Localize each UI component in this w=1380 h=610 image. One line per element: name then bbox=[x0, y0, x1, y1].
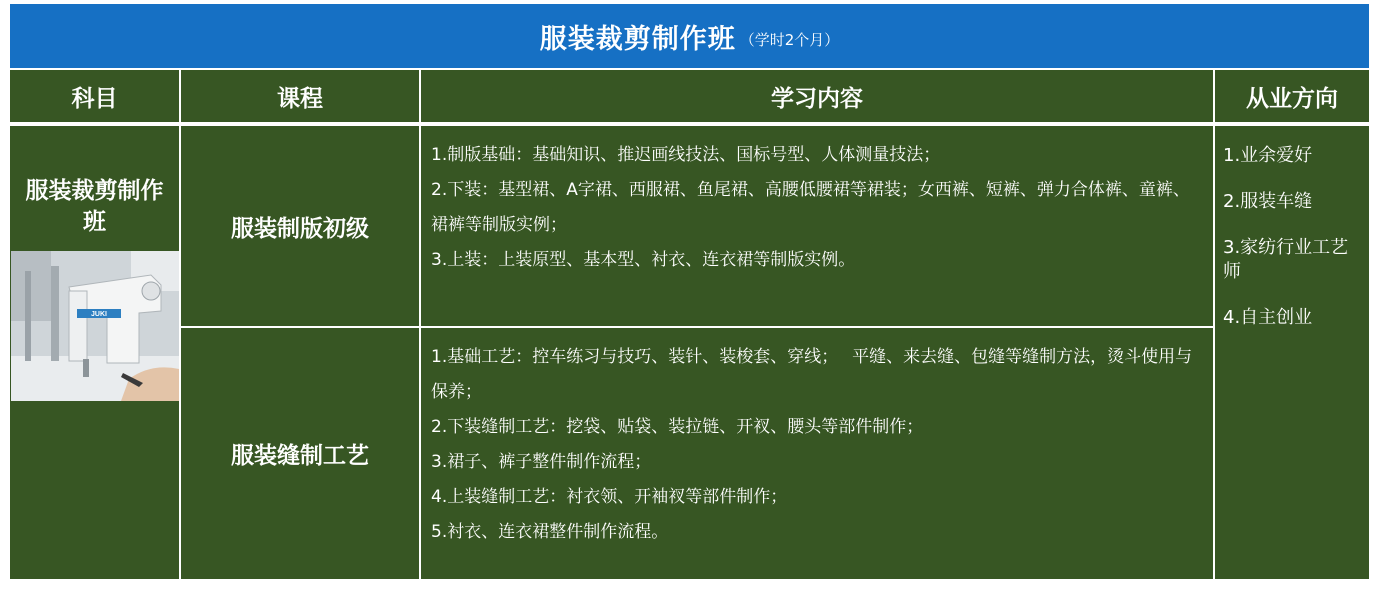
column-header-subject: 科目 bbox=[10, 70, 179, 122]
table-title: 服装裁剪制作班 bbox=[539, 23, 736, 55]
sewing-machine-illustration bbox=[11, 251, 179, 401]
content-item: 1.基础工艺：控车练习与技巧、装针、装梭套、穿线； 平缝、来去缝、包缝等缝制方法，烫斗使用与保养； bbox=[431, 347, 1193, 402]
course-name-pattern-basic: 服装制版初级 bbox=[181, 126, 419, 326]
content-item: 3.裙子、裤子整件制作流程； bbox=[431, 452, 652, 472]
content-item: 1.制版基础：基础知识、推迟画线技法、国标号型、人体测量技法； bbox=[431, 145, 941, 165]
career-cell bbox=[1215, 126, 1369, 579]
career-item: 1.业余爱好 bbox=[1223, 145, 1313, 166]
content-cell-pattern-basic bbox=[421, 126, 1213, 326]
career-item: 3.家纺行业工艺师 bbox=[1223, 237, 1349, 282]
subject-cell bbox=[10, 126, 179, 579]
content-item: 4.上装缝制工艺：衬衣领、开袖衩等部件制作； bbox=[431, 487, 788, 507]
column-header-career: 从业方向 bbox=[1215, 70, 1369, 122]
machine-brand-text: JUKI bbox=[90, 311, 107, 318]
career-item: 2.服装车缝 bbox=[1223, 191, 1313, 212]
sewing-machine-photo bbox=[11, 251, 179, 401]
column-header-content: 学习内容 bbox=[421, 70, 1213, 122]
course-table bbox=[10, 4, 1369, 579]
column-header-course: 课程 bbox=[181, 70, 419, 122]
table-title-bar bbox=[10, 4, 1369, 68]
subject-name: 服装裁剪制作班 bbox=[25, 178, 164, 235]
course-name-sewing-craft: 服装缝制工艺 bbox=[181, 328, 419, 579]
content-cell-sewing-craft bbox=[421, 328, 1213, 579]
table-subtitle: （学时2个月） bbox=[739, 30, 840, 49]
content-item: 2.下装缝制工艺：挖袋、贴袋、装拉链、开衩、腰头等部件制作； bbox=[431, 417, 924, 437]
career-item: 4.自主创业 bbox=[1223, 307, 1313, 328]
content-item: 5.衬衣、连衣裙整件制作流程。 bbox=[431, 522, 669, 542]
content-item: 2.下装：基型裙、A字裙、西服裙、鱼尾裙、高腰低腰裙等裙装；女西裤、短裤、弹力合体裤、童裤、裙裤等制版实例； bbox=[431, 180, 1190, 235]
content-item: 3.上装：上装原型、基本型、衬衣、连衣裙等制版实例。 bbox=[431, 250, 856, 270]
